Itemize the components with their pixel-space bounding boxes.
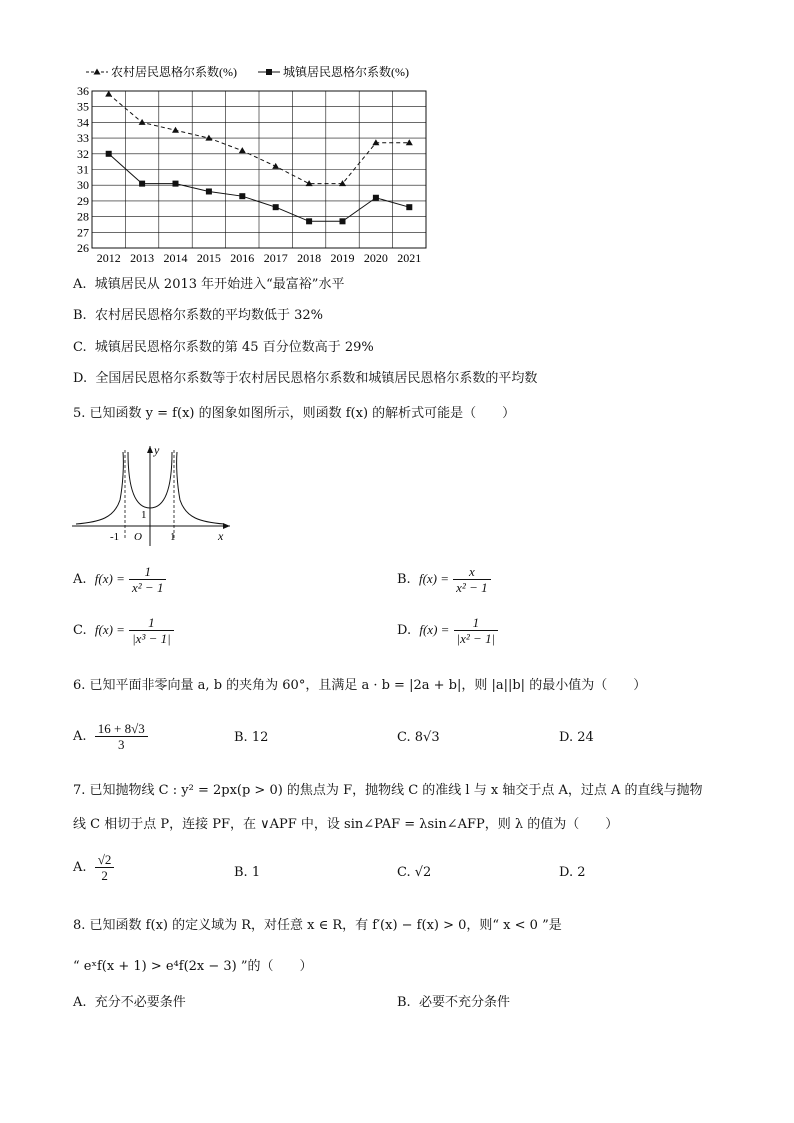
q5-option-d[interactable]: D. f(x) = $\frac{1}{\text{|x² − 1|}}$ — [397, 615, 498, 646]
y-axis-arrow-icon — [147, 446, 153, 453]
square-marker — [173, 181, 179, 187]
y-tick-label: 28 — [77, 209, 89, 224]
q6-option-a[interactable]: A. $\frac{16 + 8√3}{3}$ — [73, 721, 148, 752]
curve-right-branch — [177, 452, 224, 524]
fraction: $\frac{16 + 8√3}{3}$ — [95, 721, 148, 752]
q7-stem-line2: 线 C 相切于点 P，连接 PF，在 ∨APF 中，设 sin∠PAF = λsin∠AFP，则 λ 的值为（ ） — [73, 817, 619, 832]
graph-label-one: 1 — [141, 509, 147, 521]
triangle-marker — [105, 91, 112, 97]
fraction: $\frac{√2}{2}$ — [95, 852, 115, 883]
q8-stem-line1: 8. 已知函数 f(x) 的定义域为 R，对任意 x ∈ R，有 f′(x) − f(x) > 0，则“ x < 0 ”是 — [73, 918, 562, 933]
legend-label-urban: 城镇居民恩格尔系数(%) — [283, 65, 409, 79]
x-tick-label: 2012 — [96, 251, 121, 265]
triangle-marker — [205, 135, 212, 141]
engel-coefficient-chart — [60, 58, 440, 268]
q5-function-graph — [70, 440, 240, 550]
square-marker — [266, 69, 272, 75]
square-marker — [139, 181, 145, 187]
y-tick-label: 34 — [77, 115, 89, 130]
x-tick-label: 2018 — [297, 251, 322, 265]
x-tick-label: 2014 — [163, 251, 188, 265]
q6-stem: 6. 已知平面非零向量 a, b 的夹角为 60°，且满足 a · b = |2a + b|，则 |a||b| 的最小值为（ ） — [73, 678, 647, 693]
triangle-marker — [272, 163, 279, 169]
y-tick-label: 29 — [77, 193, 89, 208]
q8-stem-line2: “ eˣf(x + 1) > e⁴f(2x − 3) ”的（ ） — [73, 959, 313, 974]
x-tick-label: 2016 — [230, 251, 255, 265]
q8-option-a[interactable]: A. 充分不必要条件 — [73, 995, 186, 1010]
y-tick-label: 30 — [77, 178, 89, 193]
y-tick-label: 26 — [77, 241, 89, 255]
x-tick-label: 2017 — [263, 251, 288, 265]
q5-option-a[interactable]: A. f(x) = $\frac{1}{\text{x² − 1}}$ — [73, 564, 166, 595]
x-tick-label: 2015 — [196, 251, 221, 265]
fraction: $\frac{1}{\text{x² − 1}}$ — [129, 564, 166, 595]
triangle-marker — [239, 147, 246, 153]
curve-left-branch — [76, 452, 123, 524]
square-marker — [106, 151, 112, 157]
q7-option-c[interactable]: C. √2 — [397, 865, 432, 880]
x-tick-label: 2020 — [363, 251, 388, 265]
square-marker — [340, 218, 346, 224]
q4-option-d[interactable]: D. 全国居民恩格尔系数等于农村居民恩格尔系数和城镇居民恩格尔系数的平均数 — [73, 371, 538, 386]
x-axis-arrow-icon — [223, 523, 230, 529]
y-tick-label: 27 — [77, 225, 89, 240]
x-tick-label: 2021 — [397, 251, 422, 265]
q8-option-b[interactable]: B. 必要不充分条件 — [397, 995, 510, 1010]
q7-stem-line1: 7. 已知抛物线 C : y² = 2px(p > 0) 的焦点为 F，抛物线 C 的准线 l 与 x 轴交于点 A，过点 A 的直线与抛物 — [73, 783, 703, 798]
triangle-marker — [172, 127, 179, 133]
y-tick-label: 33 — [77, 131, 89, 146]
y-tick-label: 32 — [77, 146, 89, 161]
q7-option-a[interactable]: A. $\frac{√2}{2}$ — [73, 852, 114, 883]
y-tick-label: 36 — [77, 84, 89, 98]
q7-option-b[interactable]: B. 1 — [234, 865, 261, 880]
graph-label-origin: O — [134, 531, 142, 543]
square-marker — [306, 218, 312, 224]
x-tick-label: 2013 — [130, 251, 155, 265]
q5-option-c[interactable]: C. f(x) = $\frac{1}{\text{|x³ − 1|}}$ — [73, 615, 174, 646]
triangle-marker — [139, 119, 146, 125]
y-tick-label: 35 — [77, 99, 89, 114]
y-tick-label: 31 — [77, 162, 89, 177]
q4-option-b[interactable]: B. 农村居民恩格尔系数的平均数低于 32% — [73, 308, 323, 323]
q6-option-d[interactable]: D. 24 — [559, 730, 594, 745]
q7-option-d[interactable]: D. 2 — [559, 865, 586, 880]
square-marker — [206, 188, 212, 194]
chart-legend — [86, 64, 409, 79]
graph-label-pos-one: 1 — [170, 531, 176, 543]
square-marker — [239, 193, 245, 199]
square-marker — [373, 195, 379, 201]
triangle-marker — [94, 69, 101, 75]
q4-option-a[interactable]: A. 城镇居民从 2013 年开始进入“最富裕”水平 — [73, 277, 345, 292]
square-marker — [406, 204, 412, 210]
fraction: $\frac{x}{\text{x² − 1}}$ — [453, 564, 490, 595]
q4-option-c[interactable]: C. 城镇居民恩格尔系数的第 45 百分位数高于 29% — [73, 340, 374, 355]
fraction: $\frac{1}{\text{|x³ − 1|}}$ — [129, 615, 174, 646]
graph-label-x: x — [218, 529, 224, 543]
graph-label-neg-one: -1 — [110, 531, 120, 543]
chart-tick-labels — [77, 84, 421, 265]
q5-stem: 5. 已知函数 y = f(x) 的图象如图所示，则函数 f(x) 的解析式可能是（ ） — [73, 406, 516, 421]
q6-option-c[interactable]: C. 8√3 — [397, 730, 440, 745]
square-marker — [273, 204, 279, 210]
q6-option-b[interactable]: B. 12 — [234, 730, 269, 745]
graph-label-y: y — [154, 443, 160, 457]
chart-grid — [92, 91, 426, 248]
x-tick-label: 2019 — [330, 251, 355, 265]
q5-option-b[interactable]: B. f(x) = $\frac{x}{\text{x² − 1}}$ — [397, 564, 491, 595]
legend-label-rural: 农村居民恩格尔系数(%) — [111, 65, 237, 79]
fraction: $\frac{1}{\text{|x² − 1|}}$ — [454, 615, 499, 646]
